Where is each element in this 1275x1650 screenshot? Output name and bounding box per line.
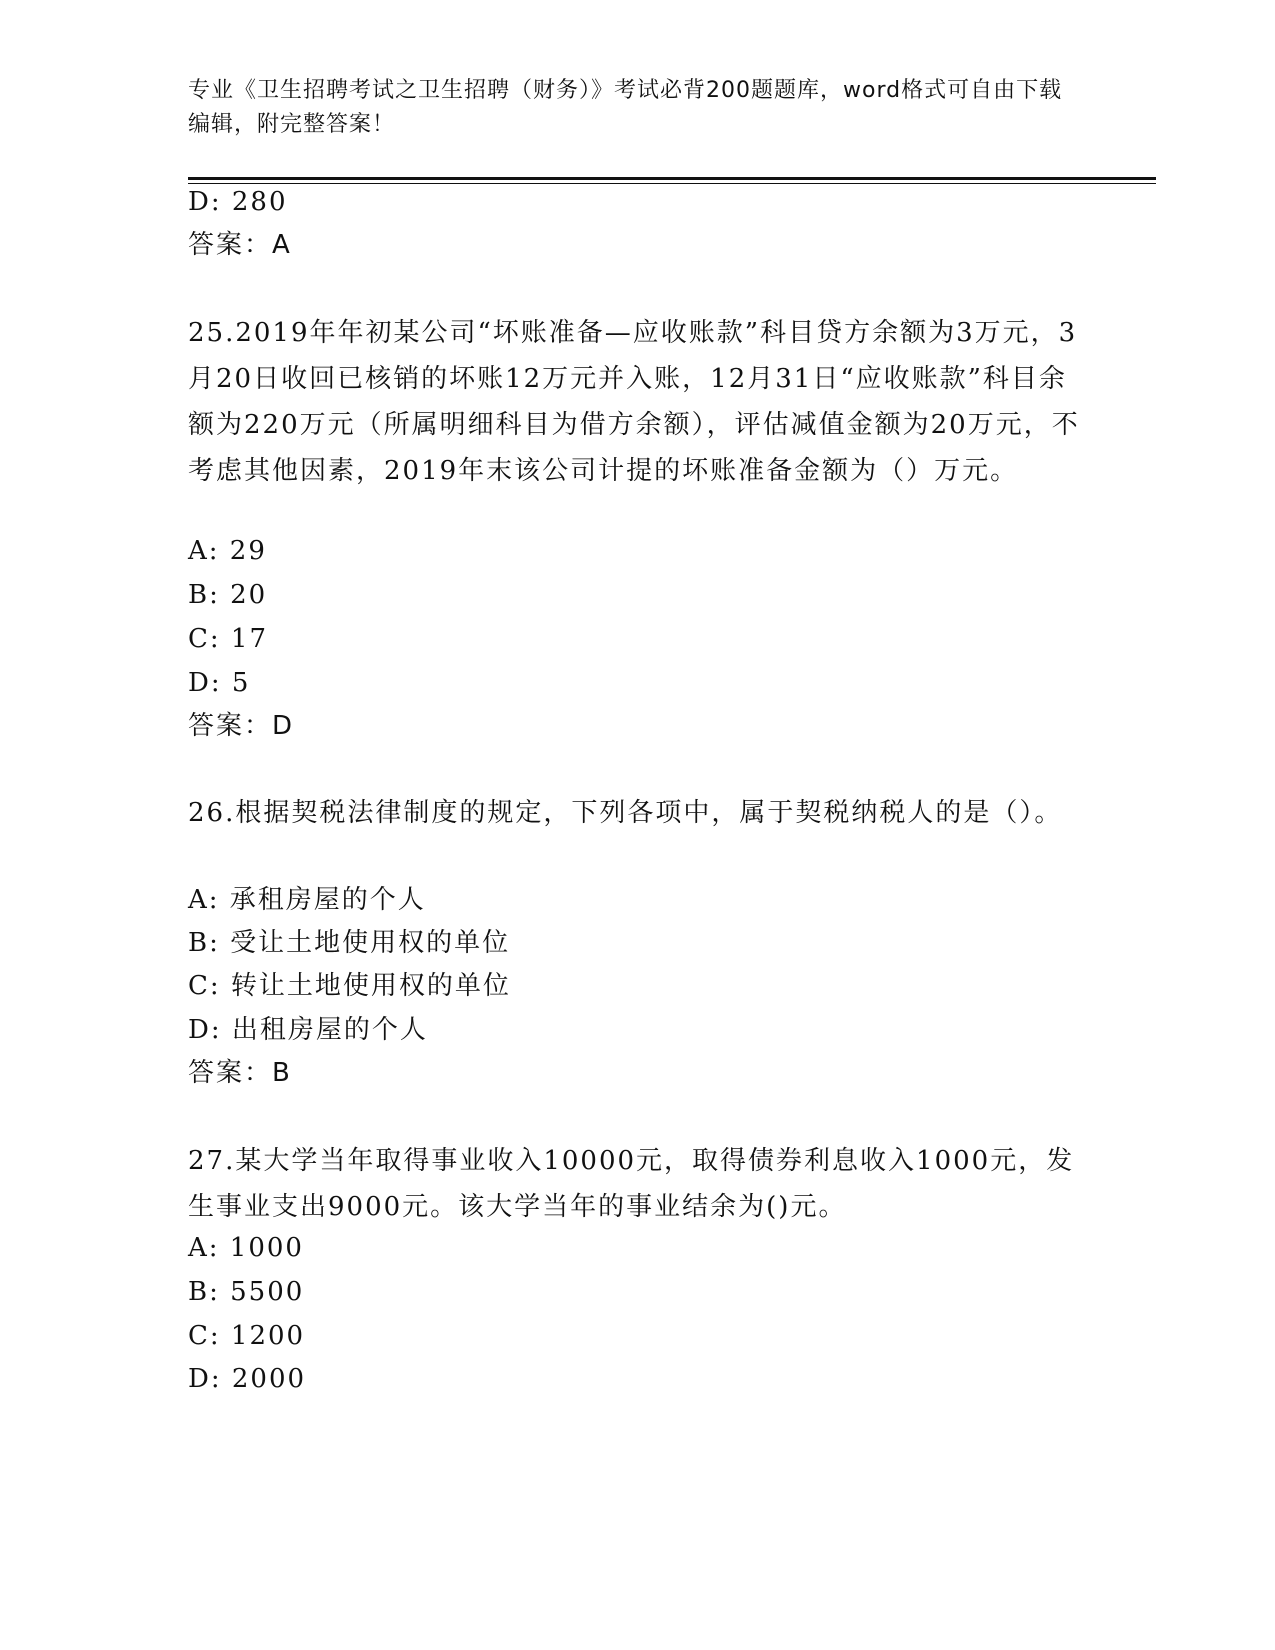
option-c: C: 转让土地使用权的单位 bbox=[188, 971, 511, 1001]
header-rule-thick bbox=[188, 177, 1156, 180]
question-stem: 25.2019年年初某公司“坏账准备—应收账款”科目贷方余额为3万元，3月20日收回已核销的坏账12万元并入账，12月31日“应收账款”科目余额为220万元（所属明细科目为借方余额），评估减值金额为20万元，不考虑其他因素，2019年末该公司计提的坏账准备金额为（）万元。 bbox=[188, 318, 1080, 486]
question-stem: 27.某大学当年取得事业收入10000元，取得债券利息收入1000元，发生事业支出9000元。该大学当年的事业结余为()元。 bbox=[188, 1146, 1075, 1222]
option-b: B: 5500 bbox=[188, 1277, 305, 1307]
header-rule-thin bbox=[188, 183, 1156, 184]
option-a: A: 承租房屋的个人 bbox=[188, 885, 426, 915]
prev-option-d: D: 280 bbox=[188, 187, 288, 217]
answer: 答案：B bbox=[188, 1058, 292, 1088]
option-c: C: 1200 bbox=[188, 1321, 306, 1351]
prev-answer: 答案：A bbox=[188, 230, 292, 260]
option-c: C: 17 bbox=[188, 624, 269, 654]
option-d: D: 出租房屋的个人 bbox=[188, 1015, 428, 1045]
question-stem: 26.根据契税法律制度的规定，下列各项中，属于契税纳税人的是（）。 bbox=[188, 798, 1063, 828]
option-a: A: 1000 bbox=[188, 1233, 304, 1263]
option-d: D: 2000 bbox=[188, 1364, 307, 1394]
page-header: 专业《卫生招聘考试之卫生招聘（财务）》考试必背200题题库，word格式可自由下载编辑，附完整答案！ bbox=[188, 78, 1063, 137]
option-d: D: 5 bbox=[188, 668, 251, 698]
option-a: A: 29 bbox=[188, 536, 267, 566]
answer: 答案：D bbox=[188, 711, 295, 741]
option-b: B: 受让土地使用权的单位 bbox=[188, 928, 511, 958]
option-b: B: 20 bbox=[188, 580, 268, 610]
